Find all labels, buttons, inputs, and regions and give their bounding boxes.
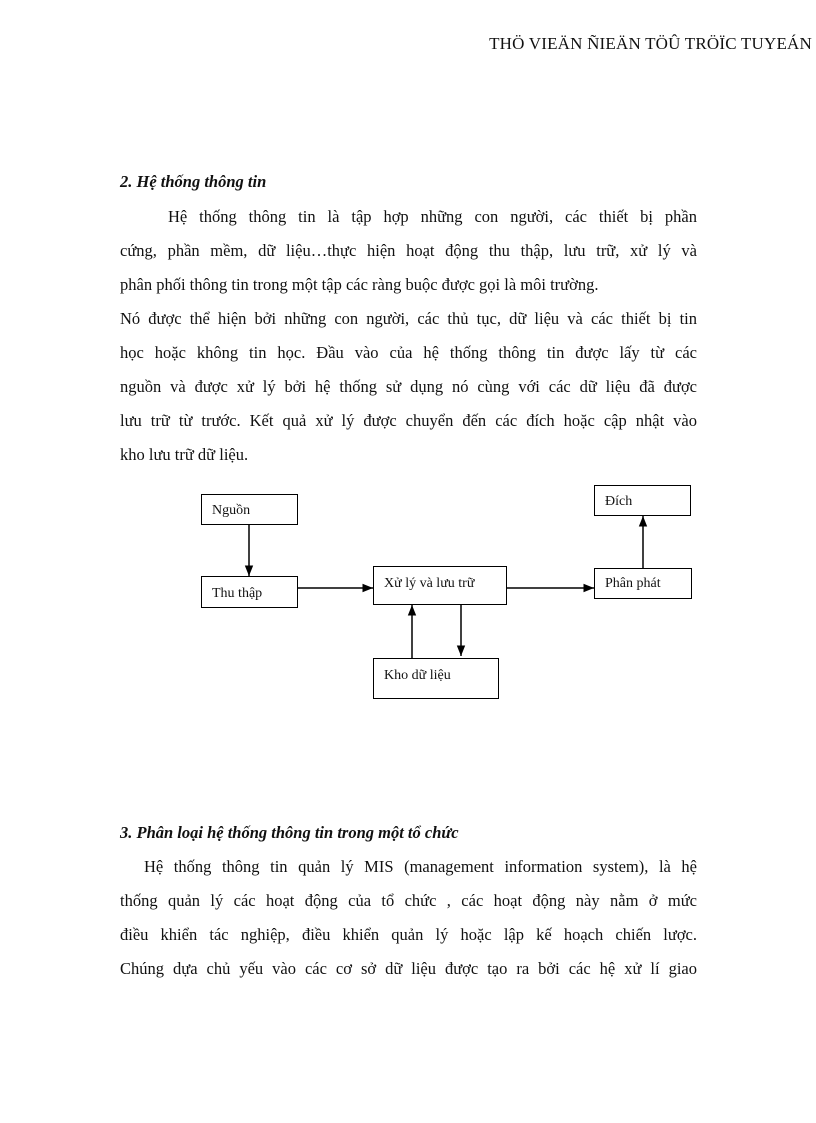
section-3-heading: 3. Phân loại hệ thống thông tin trong một tổ chức [120,823,459,842]
paragraph-line: nguồn và được xử lý bởi hệ thống sử dụng nó cùng với các dữ liệu đã được [120,377,697,396]
page-header: THÖ VIEÄN ÑIEÄN TÖÛ TRÖÏC TUYEÁN [489,34,812,53]
box-xu-ly-va-luu-tru: Xử lý và lưu trữ [373,566,507,605]
paragraph-line: Hệ thống thông tin quản lý MIS (management information system), là hệ [144,857,697,876]
paragraph-line: phân phối thông tin trong một tập các ràng buộc được gọi là môi trường. [120,275,599,294]
paragraph-line: Chúng dựa chủ yếu vào các cơ sở dữ liệu được tạo ra bởi các hệ xử lí giao [120,959,697,978]
paragraph-line: điều khiển tác nghiệp, điều khiển quản lý hoặc lập kế hoạch chiến lược. [120,925,697,944]
paragraph-line: lưu trữ từ trước. Kết quả xử lý được chuyển đến các đích hoặc cập nhật vào [120,411,697,430]
paragraph-line: Nó được thể hiện bởi những con người, các thủ tục, dữ liệu và các thiết bị tin [120,309,697,328]
box-dich: Đích [594,485,691,516]
box-kho-du-lieu: Kho dữ liệu [373,658,499,699]
section-2-heading: 2. Hệ thống thông tin [120,172,267,191]
paragraph-line: cứng, phần mềm, dữ liệu…thực hiện hoạt động thu thập, lưu trữ, xử lý và [120,241,697,260]
paragraph-line: thống quản lý các hoạt động của tổ chức , các hoạt động này nằm ở mức [120,891,697,910]
box-thu-thap: Thu thập [201,576,298,608]
paragraph-line: Hệ thống thông tin là tập hợp những con người, các thiết bị phần [168,207,697,226]
box-nguon: Nguồn [201,494,298,525]
box-phan-phat: Phân phát [594,568,692,599]
paragraph-line: học hoặc không tin học. Đầu vào của hệ thống thông tin được lấy từ các [120,343,697,362]
paragraph-line: kho lưu trữ dữ liệu. [120,445,249,464]
